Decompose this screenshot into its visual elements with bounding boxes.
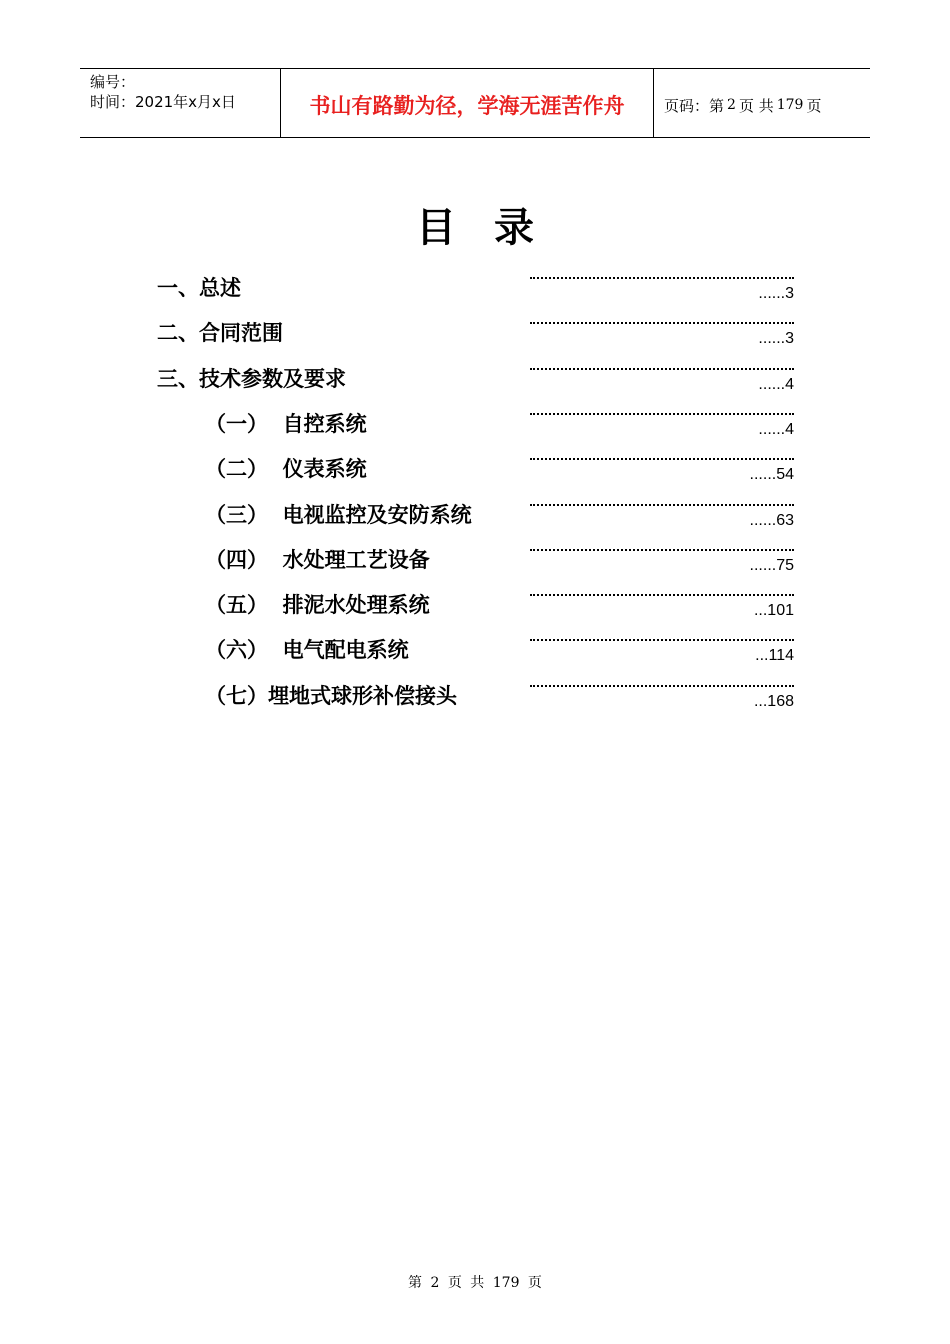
- toc-entry-label: （四） 水处理工艺设备: [205, 548, 430, 572]
- toc-entry-page: ...114: [755, 647, 794, 664]
- toc-entry-label: （六） 电气配电系统: [205, 638, 409, 662]
- number-label: 编号：: [90, 73, 136, 91]
- toc-entry-label: 三、技术参数及要求: [157, 367, 346, 391]
- toc-entry[interactable]: [0, 363, 950, 408]
- toc-entry-label: （三） 电视监控及安防系统: [205, 503, 472, 527]
- page-prefix: 页码：第: [664, 96, 725, 115]
- toc-leader-dots: [530, 500, 794, 506]
- toc-entry[interactable]: [0, 272, 950, 317]
- toc-entry-page: ......4: [758, 421, 794, 438]
- toc-entry-page: ......3: [758, 330, 794, 347]
- toc-leader-dots: [530, 545, 794, 551]
- toc-leader-dots: [530, 318, 794, 324]
- toc-entry-label: （七）埋地式球形补偿接头: [205, 684, 457, 708]
- page-current: 2: [727, 97, 736, 113]
- toc-entry-label: 一、总述: [157, 276, 241, 300]
- page-suffix: 页: [806, 96, 822, 115]
- toc-entry[interactable]: [0, 544, 950, 589]
- toc-entry-page: ......75: [749, 557, 794, 574]
- toc-entry-label: （五） 排泥水处理系统: [205, 593, 430, 617]
- page-footer: 第 2 页 共 179 页: [408, 1275, 542, 1291]
- toc-leader-dots: [530, 273, 794, 279]
- toc-entry[interactable]: [0, 680, 950, 725]
- toc-leader-dots: [530, 454, 794, 460]
- page-header: [80, 68, 870, 138]
- motto: 书山有路勤为径，学海无涯苦作舟: [281, 69, 654, 137]
- toc-entry-page: ...168: [753, 693, 794, 710]
- toc-entry-label: （一） 自控系统: [205, 412, 367, 436]
- toc-entry-label: 二、合同范围: [157, 321, 283, 345]
- header-meta: [80, 69, 281, 137]
- toc-leader-dots: [530, 409, 794, 415]
- toc-leader-dots: [530, 590, 794, 596]
- header-page-info: [654, 69, 870, 137]
- toc-entry-label: （二） 仪表系统: [205, 457, 367, 481]
- page-total: 179: [776, 97, 804, 113]
- toc-entry-page: ......3: [758, 285, 794, 302]
- toc-entry[interactable]: [0, 453, 950, 498]
- toc-leader-dots: [530, 364, 794, 370]
- toc-leader-dots: [530, 635, 794, 641]
- toc-entry-page: ......54: [749, 466, 794, 483]
- toc-entry-page: ...101: [753, 602, 794, 619]
- toc-entry-page: ......4: [758, 376, 794, 393]
- toc-entry-page: ......63: [749, 512, 794, 529]
- toc-entry[interactable]: [0, 589, 950, 634]
- page-mid: 页 共: [738, 96, 774, 115]
- date-label: 时间：2021年x月x日: [90, 93, 236, 111]
- toc-entry[interactable]: [0, 317, 950, 362]
- page-title: 目录: [416, 204, 572, 251]
- toc-entry[interactable]: [0, 408, 950, 453]
- toc-leader-dots: [530, 681, 794, 687]
- toc-entry[interactable]: [0, 499, 950, 544]
- toc-entry[interactable]: [0, 634, 950, 679]
